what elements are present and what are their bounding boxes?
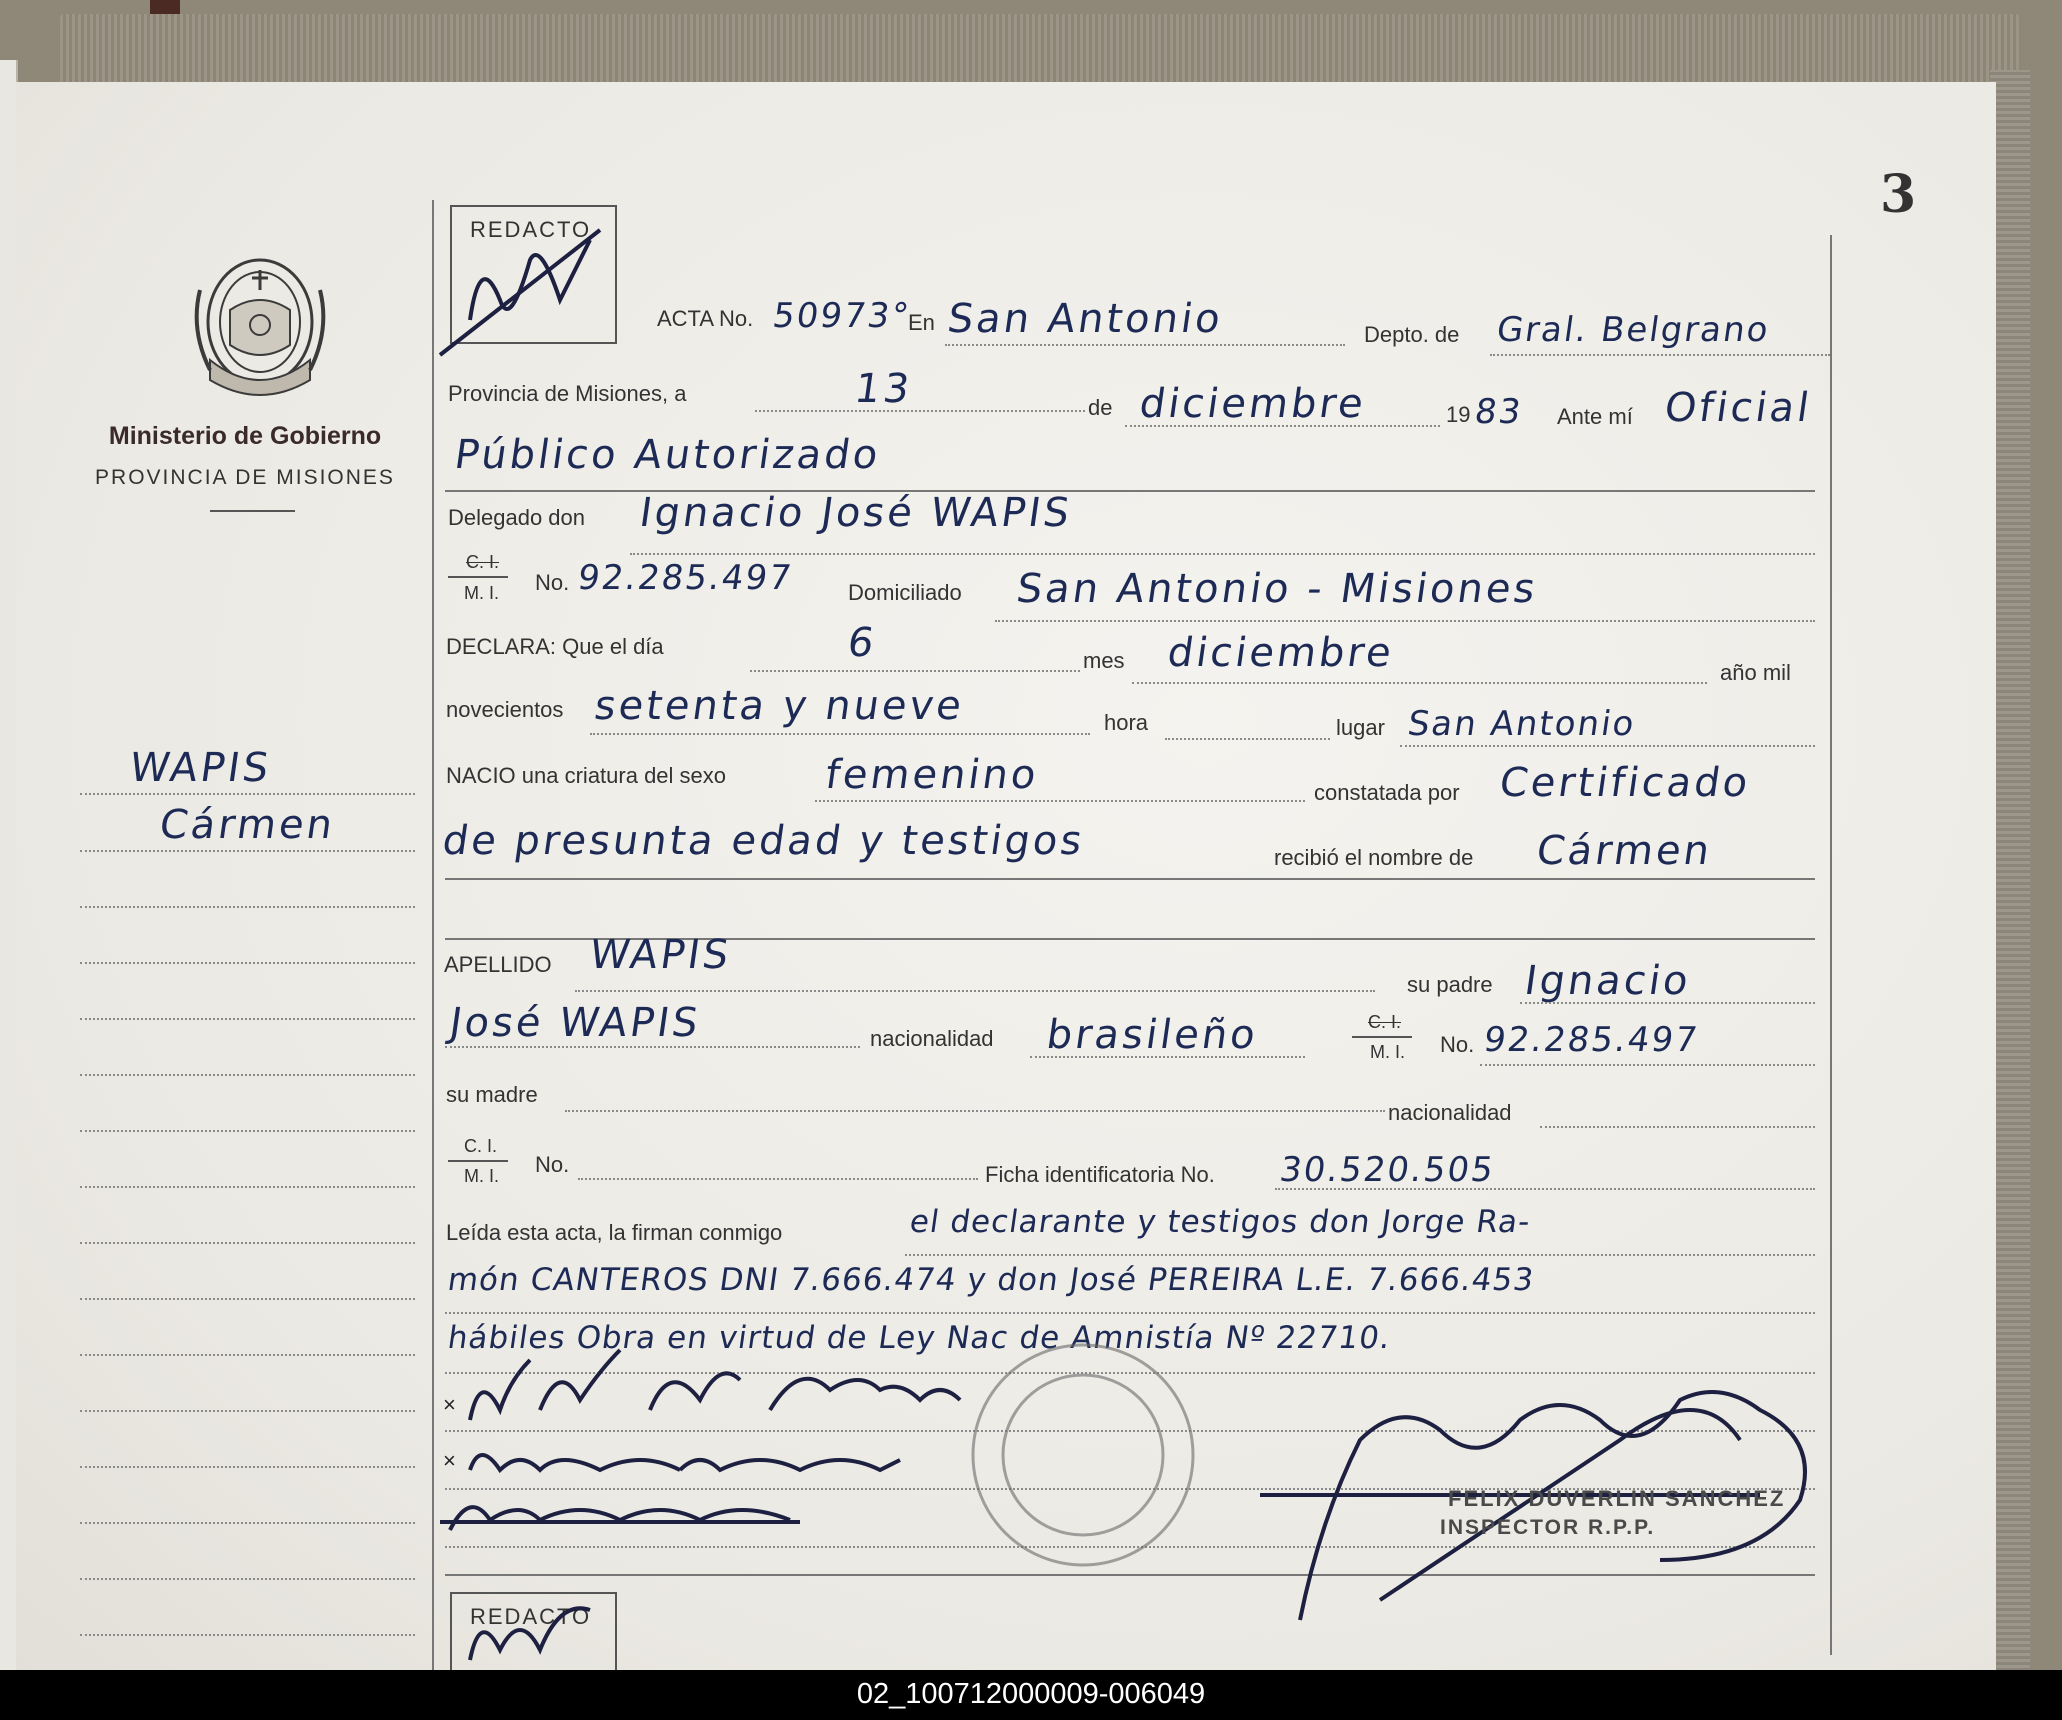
apellido-label: APELLIDO: [444, 952, 552, 977]
page-number: 3: [1880, 164, 1917, 225]
madre-label: su madre: [446, 1082, 538, 1107]
padre-nacionalidad: brasileño: [1043, 1012, 1262, 1058]
mi-label: M. I.: [464, 1166, 499, 1186]
redacto-label: REDACTO: [470, 1604, 592, 1629]
padre-label: su padre: [1407, 972, 1493, 997]
ministry-title: Ministerio de Gobierno: [108, 422, 382, 450]
ante-label: Ante mí: [1557, 404, 1633, 429]
provincia-label: Provincia de Misiones, a: [448, 381, 687, 406]
declara-label: DECLARA: Que el día: [446, 634, 664, 659]
birth-day: 6: [844, 620, 880, 666]
inspector-title: INSPECTOR R.P.P.: [1440, 1516, 1656, 1539]
hora-label: hora: [1104, 710, 1149, 735]
testigo-2-signature: [440, 1507, 800, 1530]
constatada-value: Certificado: [1496, 760, 1754, 806]
official-line-1: Oficial: [1661, 385, 1815, 431]
birth-place: San Antonio: [1405, 704, 1639, 744]
ci-label: C. I.: [1368, 1012, 1402, 1032]
redacto-signature-next: [470, 1608, 590, 1660]
delegado-label: Delegado don: [448, 505, 586, 530]
birth-year: setenta y nueve: [591, 683, 968, 729]
lugar-label: lugar: [1336, 715, 1385, 740]
padre-value-1: Ignacio: [1521, 958, 1694, 1004]
year-prefix: 19: [1446, 402, 1471, 427]
nacio-label: NACIO una criatura del sexo: [446, 763, 727, 788]
de-label: de: [1088, 395, 1113, 420]
acta-number: 50973°: [770, 296, 913, 336]
mi-label: M. I.: [1370, 1042, 1405, 1062]
no-label: No.: [535, 1152, 570, 1177]
redacto-signature: [440, 230, 600, 355]
apellido-value: WAPIS: [586, 932, 735, 978]
signature-mark: ×: [443, 1392, 456, 1417]
constatada-value-2: de presunta edad y testigos: [439, 818, 1088, 864]
padre-value-2: José WAPIS: [446, 1000, 704, 1046]
mes-label: mes: [1083, 648, 1125, 673]
official-line-2: Público Autorizado: [451, 432, 884, 478]
depto-label: Depto. de: [1364, 322, 1460, 347]
ficha-value: 30.520.505: [1277, 1150, 1498, 1190]
signature-mark: ×: [443, 1448, 456, 1473]
ficha-label: Ficha identificatoria No.: [985, 1162, 1215, 1187]
en-label: En: [908, 310, 935, 335]
acta-label: ACTA No.: [657, 306, 754, 331]
leida-label: Leída esta acta, la firman conmigo: [446, 1220, 783, 1245]
padre-id: 92.285.497: [1481, 1020, 1702, 1060]
province-title: PROVINCIA DE MISIONES: [95, 466, 395, 489]
domicilio-value: San Antonio - Misiones: [1013, 566, 1541, 612]
testigo-1-signature: [470, 1455, 900, 1470]
scan-footer-bar: [0, 1670, 2062, 1720]
delegado-value: Ignacio José WAPIS: [636, 490, 1076, 536]
depto-value: Gral. Belgrano: [1494, 310, 1773, 350]
margin-surname: WAPIS: [126, 745, 275, 791]
recibio-label: recibió el nombre de: [1274, 845, 1474, 870]
year-suffix: 83: [1472, 392, 1526, 432]
ci-label: C. I.: [466, 552, 500, 572]
scan-id: 02_100712000009-006049: [856, 1678, 1206, 1710]
declarante-signature: [470, 1350, 960, 1420]
firman-line-1: el declarante y testigos don Jorge Ra-: [907, 1204, 1534, 1240]
month-value: diciembre: [1136, 381, 1369, 427]
inspector-name: FELIX DUVERLIN SANCHEZ: [1448, 1486, 1786, 1511]
day-value: 13: [851, 366, 916, 412]
margin-given-name: Cármen: [156, 802, 339, 848]
domicilio-label: Domiciliado: [848, 580, 962, 605]
novecientos-label: novecientos: [446, 697, 564, 722]
firman-line-2: món CANTEROS DNI 7.666.474 y don José PEREIRA L.E. 7.666.453: [445, 1262, 1537, 1298]
sex-value: femenino: [822, 752, 1042, 798]
birth-month: diciembre: [1164, 630, 1397, 676]
official-seal-stamp: [973, 1345, 1193, 1565]
ci-label: C. I.: [464, 1136, 498, 1156]
anio-label: año mil: [1720, 660, 1791, 685]
en-value: San Antonio: [944, 296, 1227, 342]
nacionalidad-label: nacionalidad: [1388, 1100, 1512, 1125]
no-label: No.: [1440, 1032, 1475, 1057]
redacto-label: REDACTO: [470, 217, 592, 242]
child-name: Cármen: [1533, 828, 1716, 874]
delegado-id: 92.285.497: [575, 558, 796, 598]
constatada-label: constatada por: [1314, 780, 1460, 805]
mi-label: M. I.: [464, 583, 499, 603]
no-label: No.: [535, 570, 570, 595]
firman-line-3: hábiles Obra en virtud de Ley Nac de Amnistía Nº 22710.: [445, 1320, 1394, 1356]
nacionalidad-label: nacionalidad: [870, 1026, 994, 1051]
